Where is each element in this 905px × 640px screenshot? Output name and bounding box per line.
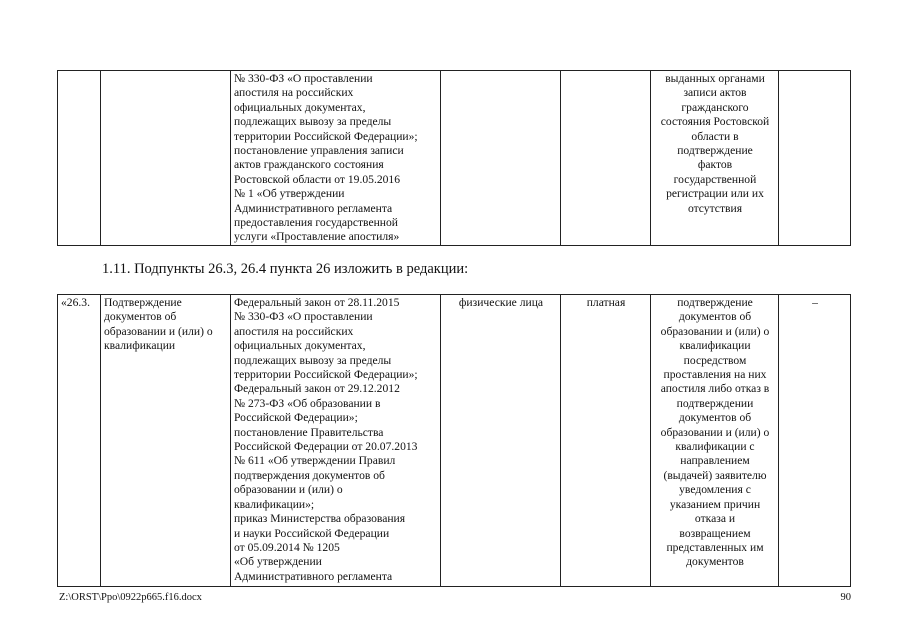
result-line: квалификации [679, 339, 751, 353]
top-law-line: услуги «Проставление апостиля» [234, 230, 400, 244]
law-line: № 273-ФЗ «Об образовании в [234, 396, 381, 410]
top-cell-result [651, 71, 779, 246]
row-number: «26.3. [58, 295, 101, 587]
law-line: Российской Федерации от 20.07.2013 [234, 440, 418, 454]
top-result-line: отсутствия [687, 201, 743, 215]
top-cell-note [779, 71, 851, 246]
service-name-cell [101, 295, 231, 587]
law-line: подлежащих вывозу за пределы [234, 353, 392, 367]
top-result-line: гражданского [681, 100, 749, 114]
result-cell [651, 295, 779, 587]
top-result-line: фактов [697, 158, 733, 172]
law-line: официальных документах, [234, 339, 366, 353]
result-line: образовании и (или) о [660, 324, 770, 338]
top-law-line: № 1 «Об утверждении [234, 187, 345, 201]
top-law-line: актов гражданского состояния [234, 158, 384, 172]
result-line: документов [686, 555, 744, 569]
result-line: квалификации с [675, 440, 755, 454]
top-cell-applicant [441, 71, 561, 246]
result-line: направлением [680, 454, 750, 468]
result-line: образовании и (или) о [660, 425, 770, 439]
top-law-line: подлежащих вывозу за пределы [234, 115, 392, 129]
top-law-line: официальных документах, [234, 100, 366, 114]
page-number: 90 [840, 592, 851, 603]
payment-cell: платная [561, 295, 651, 587]
service-line: Подтверждение [104, 296, 182, 309]
result-line: подтверждении [676, 396, 754, 410]
law-line: Федеральный закон от 29.12.2012 [234, 382, 400, 396]
bottom-table [57, 294, 851, 587]
top-cell-service [101, 71, 231, 246]
result-line: указанием причин [669, 497, 761, 511]
section-heading: 1.11. Подпункты 26.3, 26.4 пункта 26 изложить в редакции: [102, 261, 469, 277]
top-result-line: государственной [673, 172, 757, 186]
top-result-line: области в [691, 129, 739, 143]
law-line: Федеральный закон от 28.11.2015 [234, 296, 400, 309]
result-line: возвращением [679, 526, 751, 540]
result-line: проставления на них [663, 368, 767, 382]
top-law-line: территории Российской Федерации»; [234, 129, 418, 143]
top-law-line: постановление управления записи [234, 144, 404, 158]
law-line: «Об утверждении [234, 555, 322, 569]
law-line: приказ Министерства образования [234, 512, 406, 526]
law-line: квалификации»; [234, 497, 315, 511]
top-result-line: выданных органами [665, 72, 765, 85]
law-line: образовании и (или) о [234, 483, 343, 497]
service-line: квалификации [104, 339, 176, 353]
law-line: апостиля на российских [234, 324, 354, 338]
law-line: подтверждения документов об [234, 468, 385, 482]
top-cell-payment [561, 71, 651, 246]
law-line: территории Российской Федерации»; [234, 368, 418, 382]
result-line: уведомления с [679, 483, 751, 497]
law-line: № 611 «Об утверждении Правил [234, 454, 396, 468]
service-line: образовании и (или) о [104, 324, 213, 338]
top-result-line: регистрации или их [666, 187, 764, 201]
applicant-cell: физические лица [441, 295, 561, 587]
law-cell [231, 295, 441, 587]
note-cell: – [779, 295, 851, 587]
law-line: от 05.09.2014 № 1205 [234, 540, 340, 554]
top-law-line: № 330-ФЗ «О проставлении [234, 72, 373, 85]
top-cell-number [58, 71, 101, 246]
result-line: представленных им [666, 540, 764, 554]
top-law-line: апостиля на российских [234, 86, 354, 100]
law-line: и науки Российской Федерации [234, 526, 390, 540]
result-line: посредством [683, 353, 747, 367]
result-line: подтверждение [677, 296, 753, 309]
top-law-line: Административного регламента [234, 201, 393, 215]
top-table [57, 70, 851, 246]
top-result-line: состояния Ростовской [660, 115, 770, 129]
result-line: (выдачей) заявителю [663, 468, 767, 482]
law-line: постановление Правительства [234, 425, 384, 439]
footer-file-path: Z:\ORST\Ppo\0922p665.f16.docx [59, 592, 202, 603]
law-line: Российской Федерации»; [234, 411, 358, 425]
result-line: документов об [678, 310, 752, 324]
law-line: Административного регламента [234, 569, 393, 583]
result-line: апостиля либо отказ в [660, 382, 770, 396]
top-law-line: Ростовской области от 19.05.2016 [234, 172, 401, 186]
law-line: № 330-ФЗ «О проставлении [234, 310, 373, 324]
top-cell-law [231, 71, 441, 246]
result-line: отказа и [694, 512, 736, 526]
result-line: документов об [678, 411, 752, 425]
top-law-line: предоставления государственной [234, 216, 398, 230]
top-result-line: записи актов [683, 86, 747, 100]
service-line: документов об [104, 310, 177, 324]
top-result-line: подтверждение [677, 144, 753, 158]
